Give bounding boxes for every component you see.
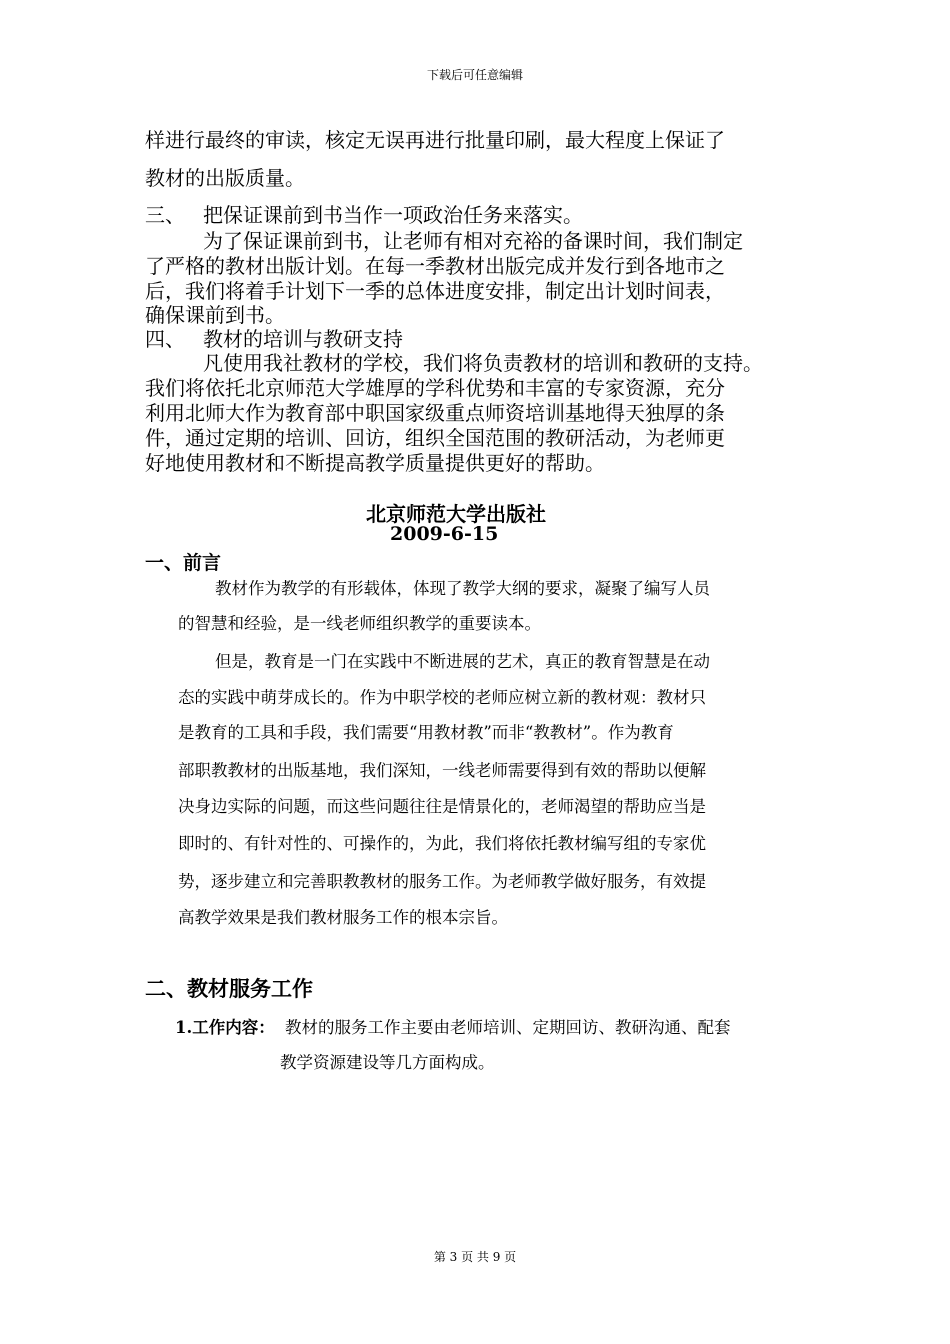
signature-org: 北京师范大学出版社 bbox=[366, 502, 546, 526]
paragraph-line: 高教学效果是我们教材服务工作的根本宗旨。 bbox=[178, 908, 508, 927]
paragraph-line: 后，我们将着手计划下一季的总体进度安排，制定出计划时间表， bbox=[145, 279, 725, 303]
paragraph-line: 教材作为教学的有形载体，体现了教学大纲的要求，凝聚了编写人员 bbox=[215, 579, 710, 598]
preface-heading: 一、前言 bbox=[145, 552, 222, 574]
paragraph-line: 好地使用教材和不断提高教学质量提供更好的帮助。 bbox=[145, 451, 605, 475]
paragraph-line: 教材的出版质量。 bbox=[145, 166, 305, 190]
section-4-number: 四、 bbox=[145, 327, 185, 351]
paragraph-line: 凡使用我社教材的学校，我们将负责教材的培训和教研的支持。 bbox=[203, 351, 763, 375]
paragraph-line: 是教育的工具和手段，我们需要“用教材教”而非“教教材”。作为教育 bbox=[178, 723, 674, 742]
paragraph-line: 确保课前到书。 bbox=[145, 303, 285, 327]
page-footer: 第 3 页 共 9 页 bbox=[433, 1250, 517, 1264]
paragraph-line: 为了保证课前到书，让老师有相对充裕的备课时间，我们制定 bbox=[203, 229, 743, 253]
section-3-number: 三、 bbox=[145, 203, 185, 227]
signature-date: 2009-6-15 bbox=[390, 523, 499, 545]
paragraph-line: 但是，教育是一门在实践中不断进展的艺术，真正的教育智慧是在动 bbox=[215, 652, 710, 671]
service-item-continuation: 教学资源建设等几方面构成。 bbox=[280, 1053, 495, 1072]
paragraph-line: 了严格的教材出版计划。在每一季教材出版完成并发行到各地市之 bbox=[145, 254, 725, 278]
section-3-title: 把保证课前到书当作一项政治任务来落实。 bbox=[203, 203, 583, 227]
paragraph-line: 势，逐步建立和完善职教教材的服务工作。为老师教学做好服务，有效提 bbox=[178, 872, 706, 891]
paragraph-line: 利用北师大作为教育部中职国家级重点师资培训基地得天独厚的条 bbox=[145, 401, 725, 425]
service-item-label: 1.工作内容： bbox=[175, 1018, 275, 1037]
paragraph-line: 决身边实际的问题，而这些问题往往是情景化的，老师渴望的帮助应当是 bbox=[178, 797, 706, 816]
paragraph-line: 我们将依托北京师范大学雄厚的学科优势和丰富的专家资源，充分 bbox=[145, 376, 725, 400]
service-item-text: 教材的服务工作主要由老师培训、定期回访、教研沟通、配套 bbox=[285, 1018, 731, 1037]
paragraph-line: 样进行最终的审读，核定无误再进行批量印刷，最大程度上保证了 bbox=[145, 128, 725, 152]
section-4-title: 教材的培训与教研支持 bbox=[203, 327, 403, 351]
paragraph-line: 件，通过定期的培训、回访，组织全国范围的教研活动，为老师更 bbox=[145, 426, 725, 450]
service-heading: 二、教材服务工作 bbox=[145, 977, 313, 1001]
paragraph-line: 的智慧和经验，是一线老师组织教学的重要读本。 bbox=[178, 614, 541, 633]
page-header: 下载后可任意编辑 bbox=[426, 68, 523, 82]
paragraph-line: 部职教教材的出版基地，我们深知，一线老师需要得到有效的帮助以便解 bbox=[178, 761, 706, 780]
paragraph-line: 态的实践中萌芽成长的。作为中职学校的老师应树立新的教材观：教材只 bbox=[178, 688, 706, 707]
paragraph-line: 即时的、有针对性的、可操作的，为此，我们将依托教材编写组的专家优 bbox=[178, 834, 706, 853]
